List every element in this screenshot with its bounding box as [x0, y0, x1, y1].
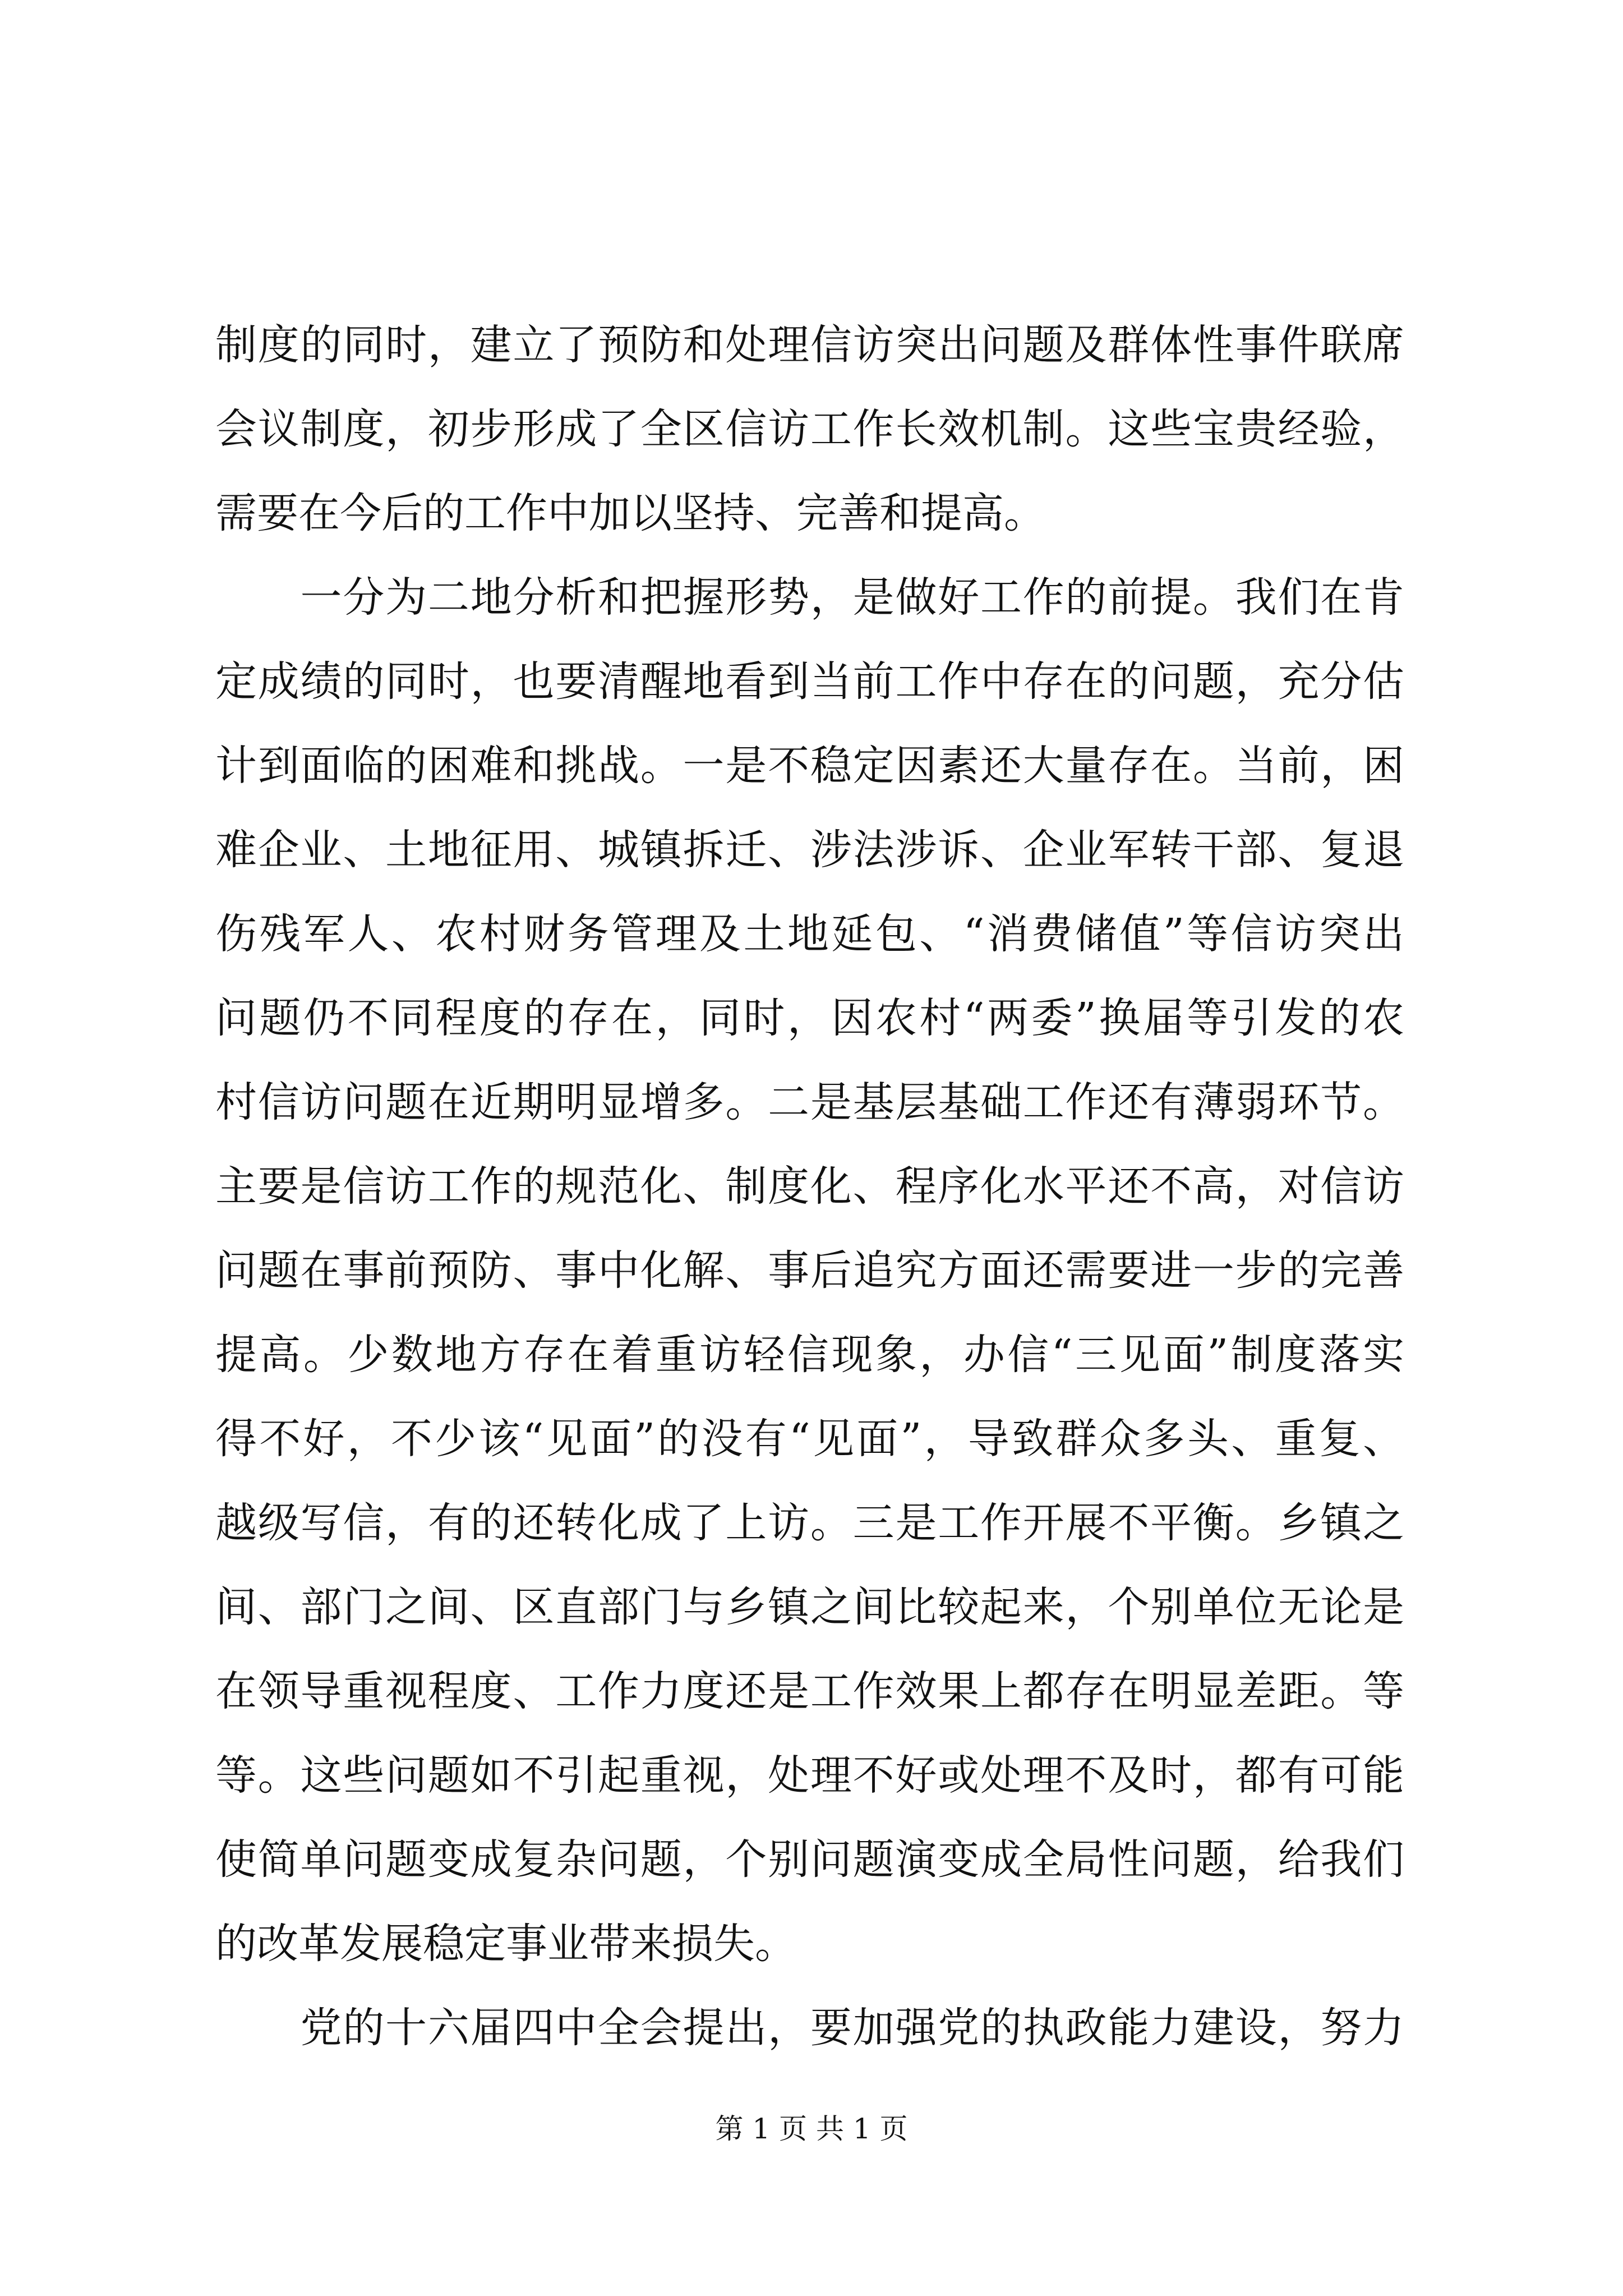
text-line: 难企业、土地征用、城镇拆迁、涉法涉诉、企业军转干部、复退 [215, 826, 1404, 874]
text-line: 越级写信，有的还转化成了上访。三是工作开展不平衡。乡镇之 [215, 1499, 1404, 1547]
text-line: 伤残军人、农村财务管理及土地延包、“消费储值”等信访突出 [215, 910, 1404, 958]
document-body [215, 303, 1404, 2070]
text-line: 的改革发展稳定事业带来损失。 [215, 1920, 796, 1968]
text-line: 一分为二地分析和把握形势，是做好工作的前提。我们在肯 [215, 573, 1404, 622]
text-line: 问题在事前预防、事中化解、事后追究方面还需要进一步的完善 [215, 1246, 1404, 1295]
text-line: 制度的同时，建立了预防和处理信访突出问题及群体性事件联席 [215, 321, 1404, 369]
text-line: 使简单问题变成复杂问题，个别问题演变成全局性问题，给我们 [215, 1835, 1404, 1884]
page-number-footer: 第 1 页 共 1 页 [715, 2113, 908, 2145]
text-line: 会议制度，初步形成了全区信访工作长效机制。这些宝贵经验， [215, 405, 1404, 453]
text-line: 需要在今后的工作中加以坚持、完善和提高。 [215, 489, 1045, 537]
text-line: 村信访问题在近期明显增多。二是基层基础工作还有薄弱环节。 [215, 1078, 1404, 1126]
text-line: 党的十六届四中全会提出，要加强党的执政能力建设，努力 [215, 2004, 1404, 2052]
text-line: 问题仍不同程度的存在，同时，因农村“两委”换届等引发的农 [215, 994, 1404, 1042]
text-line: 定成绩的同时，也要清醒地看到当前工作中存在的问题，充分估 [215, 657, 1404, 706]
text-line: 等。这些问题如不引起重视，处理不好或处理不及时，都有可能 [215, 1751, 1404, 1800]
text-line: 计到面临的困难和挑战。一是不稳定因素还大量存在。当前，困 [215, 742, 1404, 790]
text-line: 主要是信访工作的规范化、制度化、程序化水平还不高，对信访 [215, 1162, 1404, 1211]
text-line: 在领导重视程度、工作力度还是工作效果上都存在明显差距。等 [215, 1667, 1404, 1715]
text-line: 间、部门之间、区直部门与乡镇之间比较起来，个别单位无论是 [215, 1583, 1404, 1631]
text-line: 提高。少数地方存在着重访轻信现象，办信“三见面”制度落实 [215, 1331, 1404, 1379]
text-line: 得不好，不少该“见面”的没有“见面”，导致群众多头、重复、 [215, 1415, 1404, 1463]
